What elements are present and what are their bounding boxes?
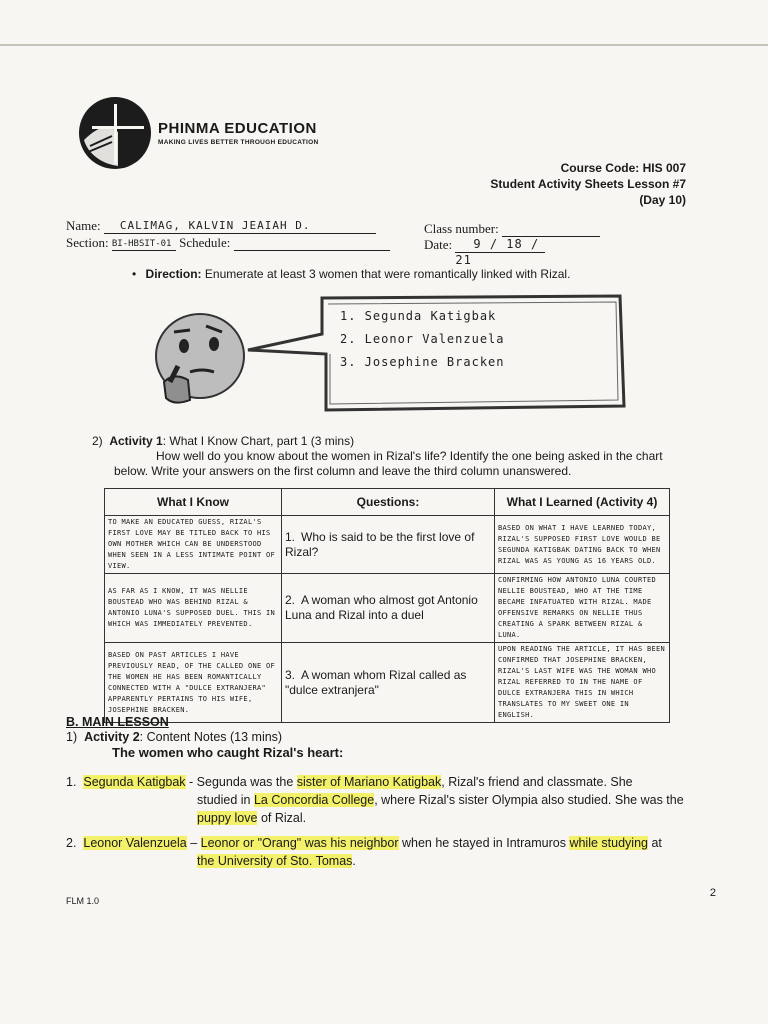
activity-1-line2: below. Write your answers on the first column and leave the third column unanswered. bbox=[114, 464, 572, 478]
name-value: CALIMAG, KALVIN JEAIAH D. bbox=[119, 219, 311, 232]
note-highlight: Leonor or "Orang" was his neighbor bbox=[200, 836, 399, 850]
question-text: A woman whom Rizal called as "dulce extranjera" bbox=[285, 667, 467, 697]
direction-text: Enumerate at least 3 women that were romantically linked with Rizal. bbox=[204, 267, 571, 281]
header-questions: Questions: bbox=[282, 489, 495, 516]
note-dash: - bbox=[185, 775, 197, 789]
table-row bbox=[105, 643, 670, 723]
question-text: A woman who almost got Antonio Luna and Rizal into a duel bbox=[285, 593, 478, 622]
question-number: 3. bbox=[285, 667, 296, 682]
note-text: studied in bbox=[197, 793, 254, 807]
note-item bbox=[66, 834, 716, 870]
activity-1-line1: How well do you know about the women in Rizal's life? Identify the one being asked in the chart bbox=[156, 449, 663, 463]
note-text: of Rizal. bbox=[257, 811, 307, 825]
activity-1-instructions bbox=[92, 434, 712, 479]
question-number: 1. bbox=[285, 529, 296, 544]
course-info bbox=[490, 160, 686, 208]
learned-cell[interactable]: CONFIRMING HOW ANTONIO LUNA COURTED NELLIE BOUSTEAD, WHO AT THE TIME BECAME INFATUATED WITH RIZAL. MADE OFFENSIVE REMARKS ON NELLIE THUS CREATING A SPARK BETWEEN RIZAL & LUNA. bbox=[495, 574, 670, 643]
note-highlight: puppy love bbox=[197, 811, 258, 825]
know-cell[interactable]: TO MAKE AN EDUCATED GUESS, RIZAL'S FIRST LOVE MAY BE TITLED BACK TO HIS OWN MOTHER WHICH CAN BE UNDERSTOOD WHEN SEEN IN A LESS INTIMATE POINT OF VIEW. bbox=[105, 516, 282, 574]
sheet-day: (Day 10) bbox=[639, 193, 686, 207]
brand-tagline: MAKING LIVES BETTER THROUGH EDUCATION bbox=[158, 139, 319, 146]
course-code: Course Code: HIS 007 bbox=[560, 161, 686, 175]
question-cell bbox=[282, 643, 495, 723]
note-highlight: sister of Mariano Katigbak bbox=[296, 775, 442, 789]
brand-block bbox=[158, 120, 318, 146]
name-line[interactable] bbox=[104, 217, 376, 234]
header-what-i-learned: What I Learned (Activity 4) bbox=[495, 489, 670, 516]
name-label: Name: bbox=[66, 218, 101, 233]
section-value: BI-HBSIT-01 bbox=[111, 239, 172, 249]
answer-list bbox=[340, 305, 505, 374]
direction-label: Direction: bbox=[145, 267, 202, 281]
class-number-label: Class number: bbox=[424, 221, 499, 236]
question-text: Who is said to be the first love of Rizal? bbox=[285, 529, 475, 559]
what-i-know-chart bbox=[104, 488, 670, 723]
direction-line bbox=[132, 267, 570, 281]
main-lesson-heading: B. MAIN LESSON bbox=[66, 715, 169, 729]
phinma-logo-icon bbox=[78, 96, 152, 170]
activity-2-title: Activity 2 bbox=[84, 730, 140, 744]
question-number: 2. bbox=[285, 593, 296, 607]
question-cell bbox=[282, 516, 495, 574]
learned-cell[interactable]: BASED ON WHAT I HAVE LEARNED TODAY, RIZAL'S SUPPOSED FIRST LOVE WOULD BE SEGUNDA KATIGBAK DATING BACK TO WHEN RIZAL WAS AS YOUNG AS 16 YEARS OLD. bbox=[495, 516, 670, 574]
header-what-i-know: What I Know bbox=[105, 489, 282, 516]
date-field bbox=[424, 236, 545, 267]
schedule-line[interactable] bbox=[234, 234, 390, 251]
page-number: 2 bbox=[709, 887, 716, 899]
schedule-label: Schedule: bbox=[179, 235, 231, 250]
date-label: Date: bbox=[424, 237, 453, 252]
note-dash: – bbox=[186, 836, 201, 850]
section-field bbox=[66, 234, 390, 251]
date-line[interactable] bbox=[455, 236, 545, 267]
activity-1-title: Activity 1 bbox=[109, 434, 163, 448]
learned-cell[interactable]: UPON READING THE ARTICLE, IT HAS BEEN CONFIRMED THAT JOSEPHINE BRACKEN, RIZAL'S LAST WIFE WAS THE WOMAN WHO RIZAL REFERRED TO IN THE NAME OF DULCE EXTRANJERA THIS IN WHICH TRANSLATES TO MY SWEET ONE IN ENGLISH. bbox=[495, 643, 670, 723]
note-name: Leonor Valenzuela bbox=[83, 836, 187, 850]
date-value: 9 / 18 / 21 bbox=[455, 237, 540, 267]
table-row bbox=[105, 516, 670, 574]
thinking-face-icon bbox=[144, 310, 252, 410]
activity-2-number: 1) bbox=[66, 730, 78, 744]
note-text: , where Rizal's sister Olympia also studied. She was the bbox=[374, 793, 684, 807]
note-text: when he stayed in Intramuros bbox=[398, 836, 570, 850]
note-number: 1. bbox=[66, 775, 77, 789]
class-number-line[interactable] bbox=[502, 220, 600, 237]
main-lesson-subtitle: The women who caught Rizal's heart: bbox=[112, 745, 344, 760]
name-field bbox=[66, 217, 376, 234]
note-item bbox=[66, 773, 716, 827]
chart-header-row bbox=[105, 489, 670, 516]
answer-item: 3. Josephine Bracken bbox=[340, 355, 505, 369]
note-text: , Rizal's friend and classmate. She bbox=[441, 775, 633, 789]
note-text: at bbox=[647, 836, 662, 850]
section-label: Section: bbox=[66, 235, 109, 250]
footer-version: FLM 1.0 bbox=[66, 896, 100, 906]
activity-2-title-rest: : Content Notes (13 mins) bbox=[139, 730, 283, 744]
activity-1-title-rest: : What I Know Chart, part 1 (3 mins) bbox=[162, 434, 355, 448]
know-cell[interactable]: AS FAR AS I KNOW, IT WAS NELLIE BOUSTEAD WHO WAS BEHIND RIZAL & ANTONIO LUNA'S SUPPOSED DUEL. THIS IN WHICH WAS IMMEDIATELY PREVENTED. bbox=[105, 574, 282, 643]
sheet-title: Student Activity Sheets Lesson #7 bbox=[490, 177, 686, 191]
page-edge-line bbox=[0, 44, 768, 46]
answer-item: 1. Segunda Katigbak bbox=[340, 309, 497, 323]
table-row bbox=[105, 574, 670, 643]
note-highlight: while studying bbox=[569, 836, 648, 850]
note-highlight: La Concordia College bbox=[253, 793, 375, 807]
question-cell bbox=[282, 574, 495, 643]
note-text: . bbox=[352, 854, 356, 868]
note-number: 2. bbox=[66, 836, 77, 850]
answer-item: 2. Leonor Valenzuela bbox=[340, 332, 505, 346]
note-name: Segunda Katigbak bbox=[83, 775, 186, 789]
activity-1-number: 2) bbox=[92, 434, 103, 448]
section-line[interactable] bbox=[112, 234, 176, 251]
note-highlight: the University of Sto. Tomas bbox=[197, 854, 353, 868]
main-lesson-header bbox=[66, 715, 343, 760]
note-text: Segunda was the bbox=[196, 775, 297, 789]
bullet-icon: • bbox=[132, 267, 137, 281]
class-number-field bbox=[424, 220, 600, 237]
know-cell[interactable]: BASED ON PAST ARTICLES I HAVE PREVIOUSLY READ, OF THE CALLED ONE OF THE WOMEN HE HAS BEEN ROMANTICALLY CONNECTED WITH A "DULCE EXTRANJERA" APPARENTLY PERTAINS TO HIS WIFE, JOSEPHINE BRACKEN. bbox=[105, 643, 282, 723]
brand-name: PHINMA EDUCATION bbox=[158, 120, 317, 137]
